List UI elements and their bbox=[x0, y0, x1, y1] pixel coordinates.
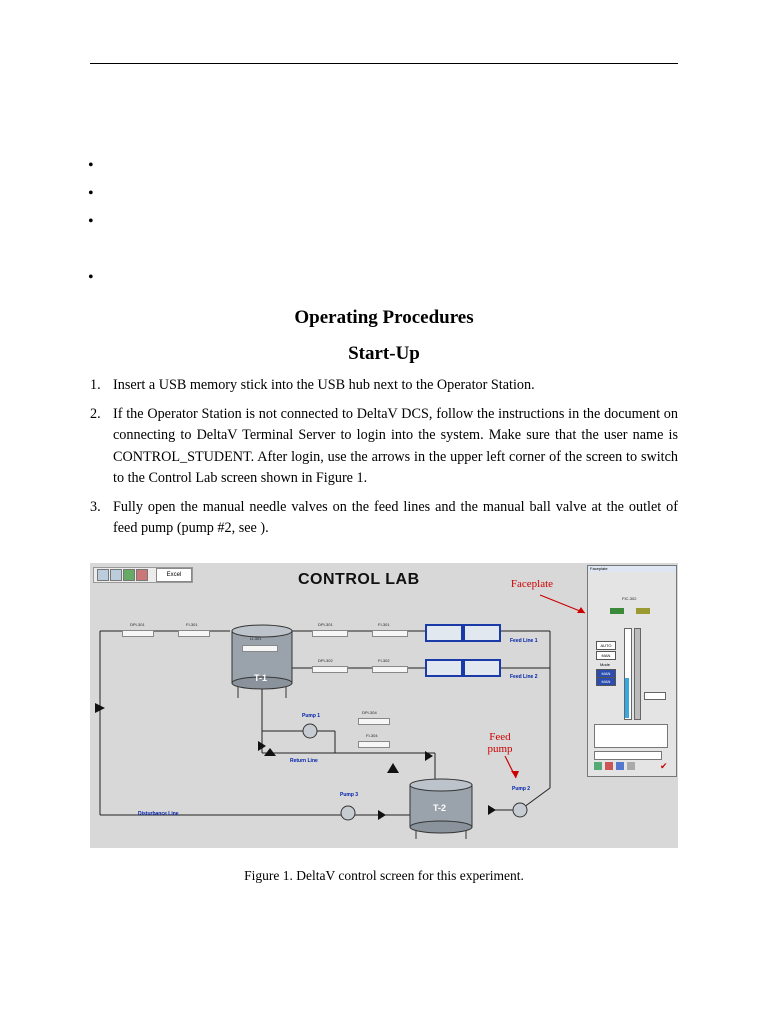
tank-t1-label: T-1 bbox=[254, 673, 268, 683]
faceplate-parameter-table bbox=[594, 724, 668, 748]
pump-3-icon bbox=[341, 806, 355, 820]
instrument-tag: FI-301 bbox=[186, 622, 198, 627]
instrument-tag: DPI-304 bbox=[362, 710, 377, 715]
checkmark-icon: ✔ bbox=[660, 761, 668, 771]
pump-2-label: Pump 2 bbox=[512, 786, 531, 792]
faceplate-tool-icon bbox=[594, 762, 602, 770]
figure-title: CONTROL LAB bbox=[298, 571, 420, 588]
faceplate-mode-label: Mode bbox=[599, 662, 610, 667]
instrument-tag: LI-301 bbox=[250, 636, 262, 641]
instrument-tag: DPI-302 bbox=[318, 658, 333, 663]
deltav-control-screen-figure bbox=[90, 563, 678, 848]
readout-field bbox=[358, 741, 390, 748]
feed-line-1-label: Feed Line 1 bbox=[510, 638, 538, 644]
readout-field bbox=[178, 630, 210, 637]
faceplate-input-field bbox=[594, 751, 662, 760]
faceplate-mode-value: MAN bbox=[596, 669, 616, 678]
faceplate-bar-fill bbox=[625, 678, 629, 718]
bullet-point: • bbox=[88, 157, 94, 174]
readout-field bbox=[242, 645, 278, 652]
controller-block bbox=[463, 659, 501, 677]
tank-t2-label: T-2 bbox=[433, 803, 447, 813]
faceplate-annotation: Faceplate bbox=[510, 578, 554, 590]
faceplate-pv-box bbox=[610, 608, 624, 614]
controller-block bbox=[425, 659, 463, 677]
controller-block bbox=[463, 624, 501, 642]
faceplate-tool-icon bbox=[605, 762, 613, 770]
pump-1-icon bbox=[303, 724, 317, 738]
readout-field bbox=[312, 666, 348, 673]
readout-field bbox=[358, 718, 390, 725]
procedure-step: 3. Fully open the manual needle valves on the feed lines and the manual ball valve at the outlet of feed pump (pump #2, see ). bbox=[90, 498, 678, 536]
faceplate-toolbar bbox=[594, 762, 670, 771]
faceplate-output-bar bbox=[634, 628, 641, 720]
feed-line-2-label: Feed Line 2 bbox=[510, 674, 538, 680]
procedure-step: 2. If the Operator Station is not connected to DeltaV DCS, follow the instructions in the document on connecting to DeltaV Terminal Server to login into the system. Make sure that the user name is CONTROL_STUDENT. After login, use the arrows in the upper left corner of the screen to switch to the Control Lab screen shown in Figure 1. bbox=[90, 405, 678, 486]
faceplate-tool-icon bbox=[616, 762, 624, 770]
instrument-tag: DPI-301 bbox=[130, 622, 145, 627]
faceplate-output-box bbox=[644, 692, 666, 700]
readout-field bbox=[312, 630, 348, 637]
readout-field bbox=[122, 630, 154, 637]
header-rule bbox=[90, 63, 678, 64]
figure-caption: Figure 1. DeltaV control screen for this experiment. bbox=[244, 868, 524, 883]
excel-button: Excel bbox=[156, 568, 192, 582]
faceplate-tag: FIC-302 bbox=[622, 596, 637, 601]
pump-3-label: Pump 3 bbox=[340, 792, 359, 798]
section-heading: Operating Procedures bbox=[294, 307, 474, 328]
faceplate-auto-button: AUTO bbox=[596, 641, 616, 650]
faceplate-tool-icon bbox=[627, 762, 635, 770]
readout-field bbox=[372, 666, 408, 673]
pump-1-label: Pump 1 bbox=[302, 713, 321, 719]
subsection-heading: Start-Up bbox=[348, 343, 420, 364]
bullet-point: • bbox=[88, 269, 94, 286]
bullet-point: • bbox=[88, 185, 94, 202]
pump-2-icon bbox=[513, 803, 527, 817]
disturbance-line-label: Disturbance Line bbox=[138, 811, 179, 817]
faceplate-window bbox=[587, 565, 677, 777]
bullet-point: • bbox=[88, 213, 94, 230]
faceplate-man-button: MAN bbox=[596, 651, 616, 660]
procedure-step: 1. Insert a USB memory stick into the USB hub next to the Operator Station. bbox=[90, 377, 535, 393]
faceplate-sp-box bbox=[636, 608, 650, 614]
procedure-steps bbox=[90, 375, 678, 547]
readout-field bbox=[372, 630, 408, 637]
return-line-label: Return Line bbox=[290, 758, 318, 764]
tank-t1-shape bbox=[232, 625, 292, 698]
instrument-tag: FI-302 bbox=[378, 658, 390, 663]
instrument-tag: FI-301 bbox=[378, 622, 390, 627]
faceplate-mode-value: MAN bbox=[596, 677, 616, 686]
instrument-tag: DPI-301 bbox=[318, 622, 333, 627]
feed-pump-annotation: Feed pump bbox=[487, 731, 513, 755]
controller-block bbox=[425, 624, 463, 642]
instrument-tag: FI-304 bbox=[366, 733, 378, 738]
faceplate-header: Faceplate bbox=[588, 566, 676, 572]
